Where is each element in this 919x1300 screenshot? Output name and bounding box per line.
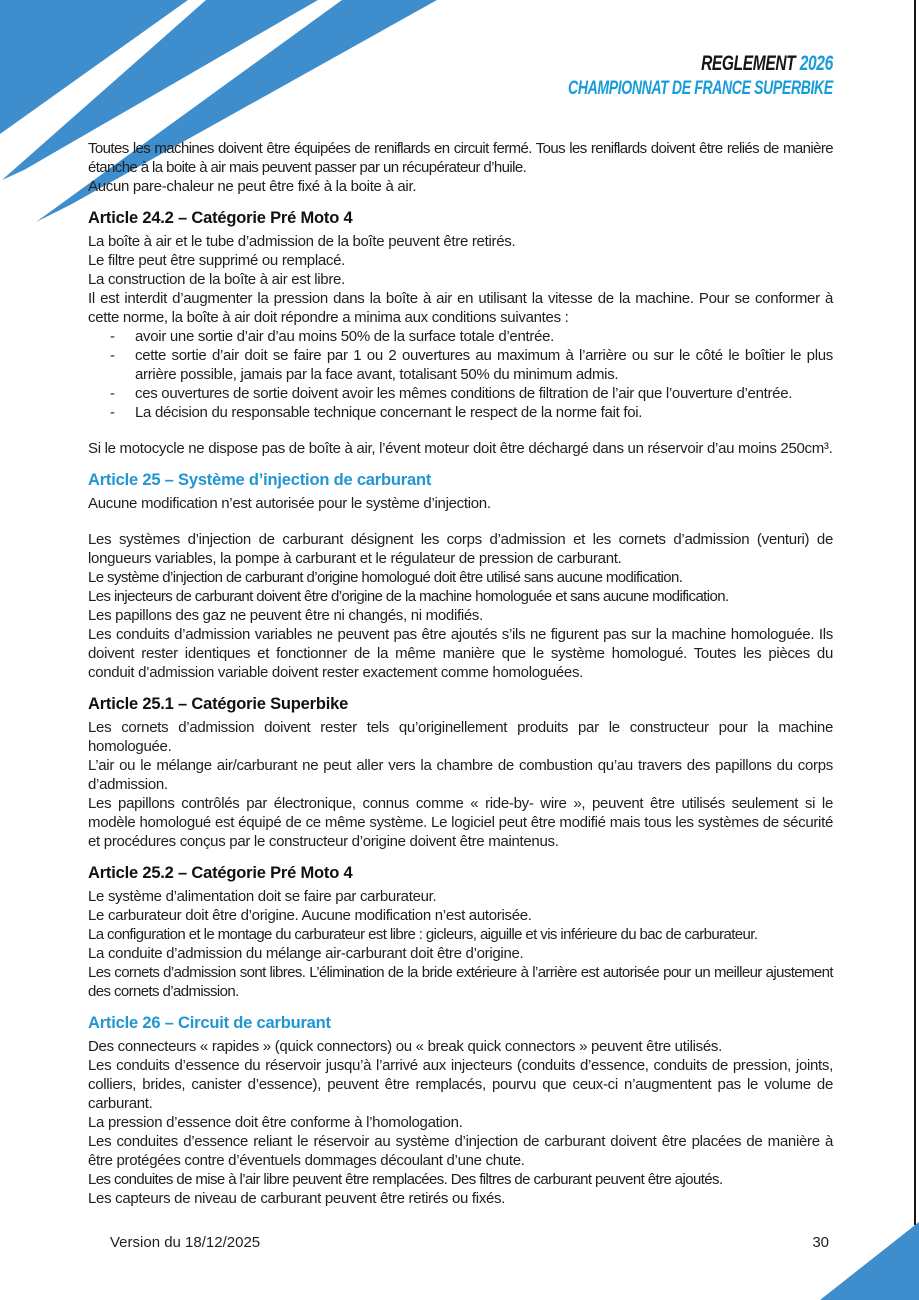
- dash-bullet: -: [110, 347, 115, 364]
- document-body: [88, 139, 833, 1208]
- body-paragraph: Le système d’alimentation doit se faire par carburateur.: [88, 888, 437, 905]
- body-paragraph: La construction de la boîte à air est libre.: [88, 271, 345, 288]
- dash-list-item: [88, 346, 833, 384]
- body-paragraph: Les systèmes d’injection de carburant désignent les corps d’admission et les cornets d’admission (venturi) de longueurs variables, la pompe à carburant et le régulateur de pression de carburant.: [88, 531, 833, 567]
- body-paragraph: La conduite d’admission du mélange air-carburant doit être d’origine.: [88, 945, 524, 962]
- dash-list-item-text: cette sortie d’air doit se faire par 1 ou 2 ouvertures au maximum à l’arrière ou sur le côté le boîtier le plus arrière possible, jamais par la face avant, totalisant 50% du minimum admis.: [135, 347, 833, 383]
- body-paragraph: Le carburateur doit être d’origine. Aucune modification n’est autorisée.: [88, 907, 532, 924]
- reglement-title: [568, 52, 833, 76]
- bottom-corner-triangle-graphic: [820, 1222, 919, 1300]
- body-paragraph: Il est interdit d’augmenter la pression dans la boîte à air en utilisant la vitesse de la machine. Pour se conformer à cette norme, la boîte à air doit répondre a minima aux conditions suivantes :: [88, 290, 833, 326]
- reglement-year: 2026: [799, 52, 833, 75]
- body-paragraph: Les capteurs de niveau de carburant peuvent être retirés ou fixés.: [88, 1190, 506, 1207]
- page-footer: [110, 1233, 829, 1252]
- version-label: Version du 18/12/2025: [110, 1234, 261, 1251]
- article-heading: Article 26 – Circuit de carburant: [88, 1014, 331, 1032]
- body-paragraph: Les conduites d’essence reliant le réservoir au système d’injection de carburant doivent être placées de manière à être protégées contre d’éventuels dommages découlant d’une chute.: [88, 1133, 833, 1169]
- article-heading: Article 25.1 – Catégorie Superbike: [88, 695, 349, 713]
- body-paragraph: La configuration et le montage du carburateur est libre : gicleurs, aiguille et vis inférieure du bac de carburateur.: [88, 926, 758, 943]
- spacer: [88, 513, 833, 530]
- dash-bullet: -: [110, 404, 115, 421]
- body-paragraph: Le filtre peut être supprimé ou remplacé.: [88, 252, 346, 269]
- document-header: [475, 52, 833, 101]
- body-paragraph: Le système d’injection de carburant d’origine homologué doit être utilisé sans aucune modification.: [88, 569, 683, 586]
- dash-list-item: [88, 403, 833, 422]
- dash-bullet: -: [110, 385, 115, 402]
- page-number: 30: [812, 1234, 829, 1251]
- reglement-word: REGLEMENT: [701, 52, 796, 75]
- body-paragraph: Toutes les machines doivent être équipées de reniflards en circuit fermé. Tous les reniflards doivent être reliés de manière étanche à la boite à air mais peuvent passer par un récupérateur d’huile.: [88, 140, 833, 176]
- body-paragraph: Si le motocycle ne dispose pas de boîte à air, l’évent moteur doit être déchargé dans un réservoir d’au moins 250cm³.: [88, 440, 833, 457]
- body-paragraph: Les cornets d’admission doivent rester tels qu’originellement produits par le constructeur pour la machine homologuée.: [88, 719, 833, 755]
- body-paragraph: Les papillons contrôlés par électronique, connus comme « ride-by- wire », peuvent être utilisés seulement si le modèle homologué est équipé de ce même système. Le logiciel peut être modifié mais tous les systèmes de sécurité et procédures conçus par le constructeur d’origine doivent être maintenus.: [88, 795, 833, 850]
- dash-list-item-text: ces ouvertures de sortie doivent avoir les mêmes conditions de filtration de l’air que l’ouverture d’entrée.: [135, 385, 793, 402]
- dash-bullet: -: [110, 328, 115, 345]
- dash-list-item-text: avoir une sortie d’air d’au moins 50% de la surface totale d’entrée.: [135, 328, 555, 345]
- body-paragraph: La pression d’essence doit être conforme à l’homologation.: [88, 1114, 463, 1131]
- body-paragraph: L’air ou le mélange air/carburant ne peut aller vers la chambre de combustion qu’au travers des papillons du corps d’admission.: [88, 757, 833, 793]
- dash-list-item: [88, 327, 833, 346]
- body-paragraph: Les conduites de mise à l’air libre peuvent être remplacées. Des filtres de carburant peuvent être ajoutés.: [88, 1171, 723, 1188]
- body-paragraph: Les cornets d’admission sont libres. L’élimination de la bride extérieure à l’arrière est autorisée pour un meilleur ajustement des cornets d’admission.: [88, 964, 833, 1000]
- article-heading: Article 25 – Système d’injection de carburant: [88, 471, 432, 489]
- article-heading: Article 24.2 – Catégorie Pré Moto 4: [88, 209, 353, 227]
- body-paragraph: Les injecteurs de carburant doivent être d’origine de la machine homologuée et sans aucune modification.: [88, 588, 729, 605]
- spacer: [88, 422, 833, 439]
- body-paragraph: Les papillons des gaz ne peuvent être ni changés, ni modifiés.: [88, 607, 483, 624]
- body-paragraph: La boîte à air et le tube d’admission de la boîte peuvent être retirés.: [88, 233, 516, 250]
- dash-list-item-text: La décision du responsable technique concernant le respect de la norme fait foi.: [135, 404, 643, 421]
- body-paragraph: Les conduits d’admission variables ne peuvent pas être ajoutés s’ils ne figurent pas sur la machine homologuée. Ils doivent rester identiques et fonctionner de la même manière que le système homologué. Toutes les pièces du conduit d’admission variable doivent rester exactement comme homologuées.: [88, 626, 833, 681]
- dash-list: [88, 327, 833, 422]
- body-paragraph: Des connecteurs « rapides » (quick connectors) ou « break quick connectors » peuvent être utilisés.: [88, 1038, 722, 1055]
- article-heading: Article 25.2 – Catégorie Pré Moto 4: [88, 864, 353, 882]
- body-paragraph: Aucune modification n’est autorisée pour le système d’injection.: [88, 495, 491, 512]
- championship-subtitle: CHAMPIONNAT DE FRANCE SUPERBIKE: [568, 78, 833, 99]
- dash-list-item: [88, 384, 833, 403]
- body-paragraph: Aucun pare-chaleur ne peut être fixé à la boite à air.: [88, 178, 417, 195]
- right-edge-rule: [914, 0, 916, 1225]
- body-paragraph: Les conduits d’essence du réservoir jusqu’à l’arrivé aux injecteurs (conduits d’essence, conduits de pression, joints, colliers, brides, canister d’essence), peuvent être remplacés, pourvu que ceux-ci n’augmentent pas le volume de carburant.: [88, 1057, 833, 1112]
